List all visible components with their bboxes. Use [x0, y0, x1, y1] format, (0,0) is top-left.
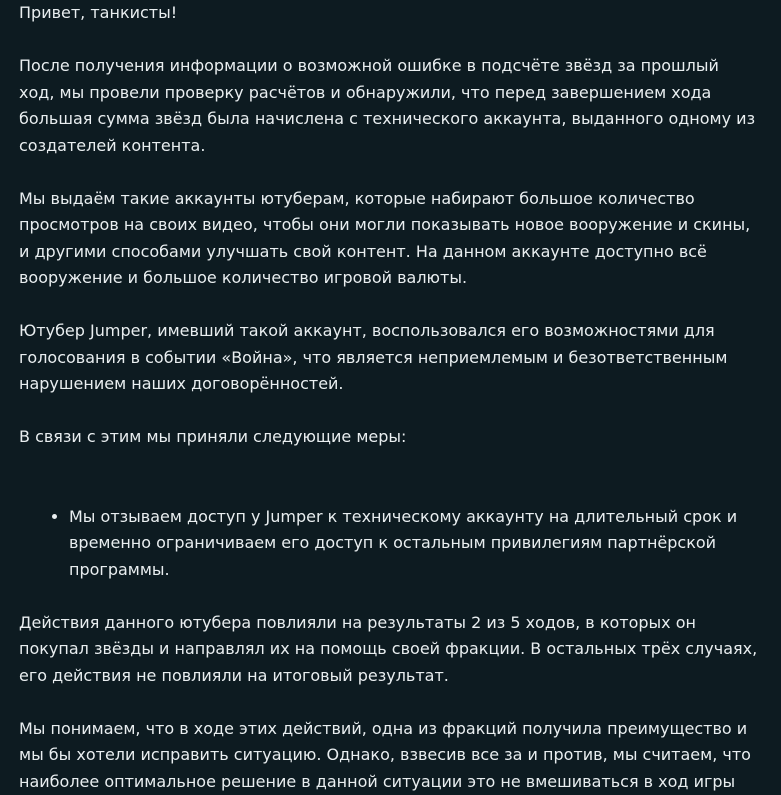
paragraph-5: Действия данного ютубера повлияли на результаты 2 из 5 ходов, в которых он покупал звёзды и направлял их на помощь своей фракции. В остальных трёх случаях, его действия не повлияли на итоговый результат. [19, 610, 759, 690]
paragraph-3: Ютубер Jumper, имевший такой аккаунт, воспользовался его возможностями для голосования в событии «Война», что является неприемлемым и безответственным нарушением наших договорённостей. [19, 318, 759, 398]
measures-list [19, 504, 759, 584]
paragraph-1: После получения информации о возможной ошибке в подсчёте звёзд за прошлый ход, мы провели проверку расчётов и обнаружили, что перед завершением хода большая сумма звёзд была начислена с технического аккаунта, выданного одному из создателей контента. [19, 53, 759, 159]
paragraph-6: Мы понимаем, что в ходе этих действий, одна из фракций получила преимущество и мы бы хотели исправить ситуацию. Однако, взвесив все за и против, мы считаем, что наиболее оптимальное решение в данной ситуации это не вмешиваться в ход игры [19, 716, 759, 795]
measures-list-item: • Мы отзываем доступ у Jumper к техническому аккаунту на длительный срок и временно ограничиваем его доступ к остальным привилегиям партнёрской программы. [69, 504, 759, 584]
paragraph-2: Мы выдаём такие аккаунты ютуберам, которые набирают большое количество просмотров на своих видео, чтобы они могли показывать новое вооружение и скины, и другими способами улучшать свой контент. На данном аккаунте доступно всё вооружение и большое количество игровой валюты. [19, 186, 759, 292]
greeting-text: Привет, танкисты! [19, 0, 759, 27]
paragraph-4: В связи с этим мы приняли следующие меры: [19, 424, 759, 451]
announcement-post [19, 0, 759, 795]
